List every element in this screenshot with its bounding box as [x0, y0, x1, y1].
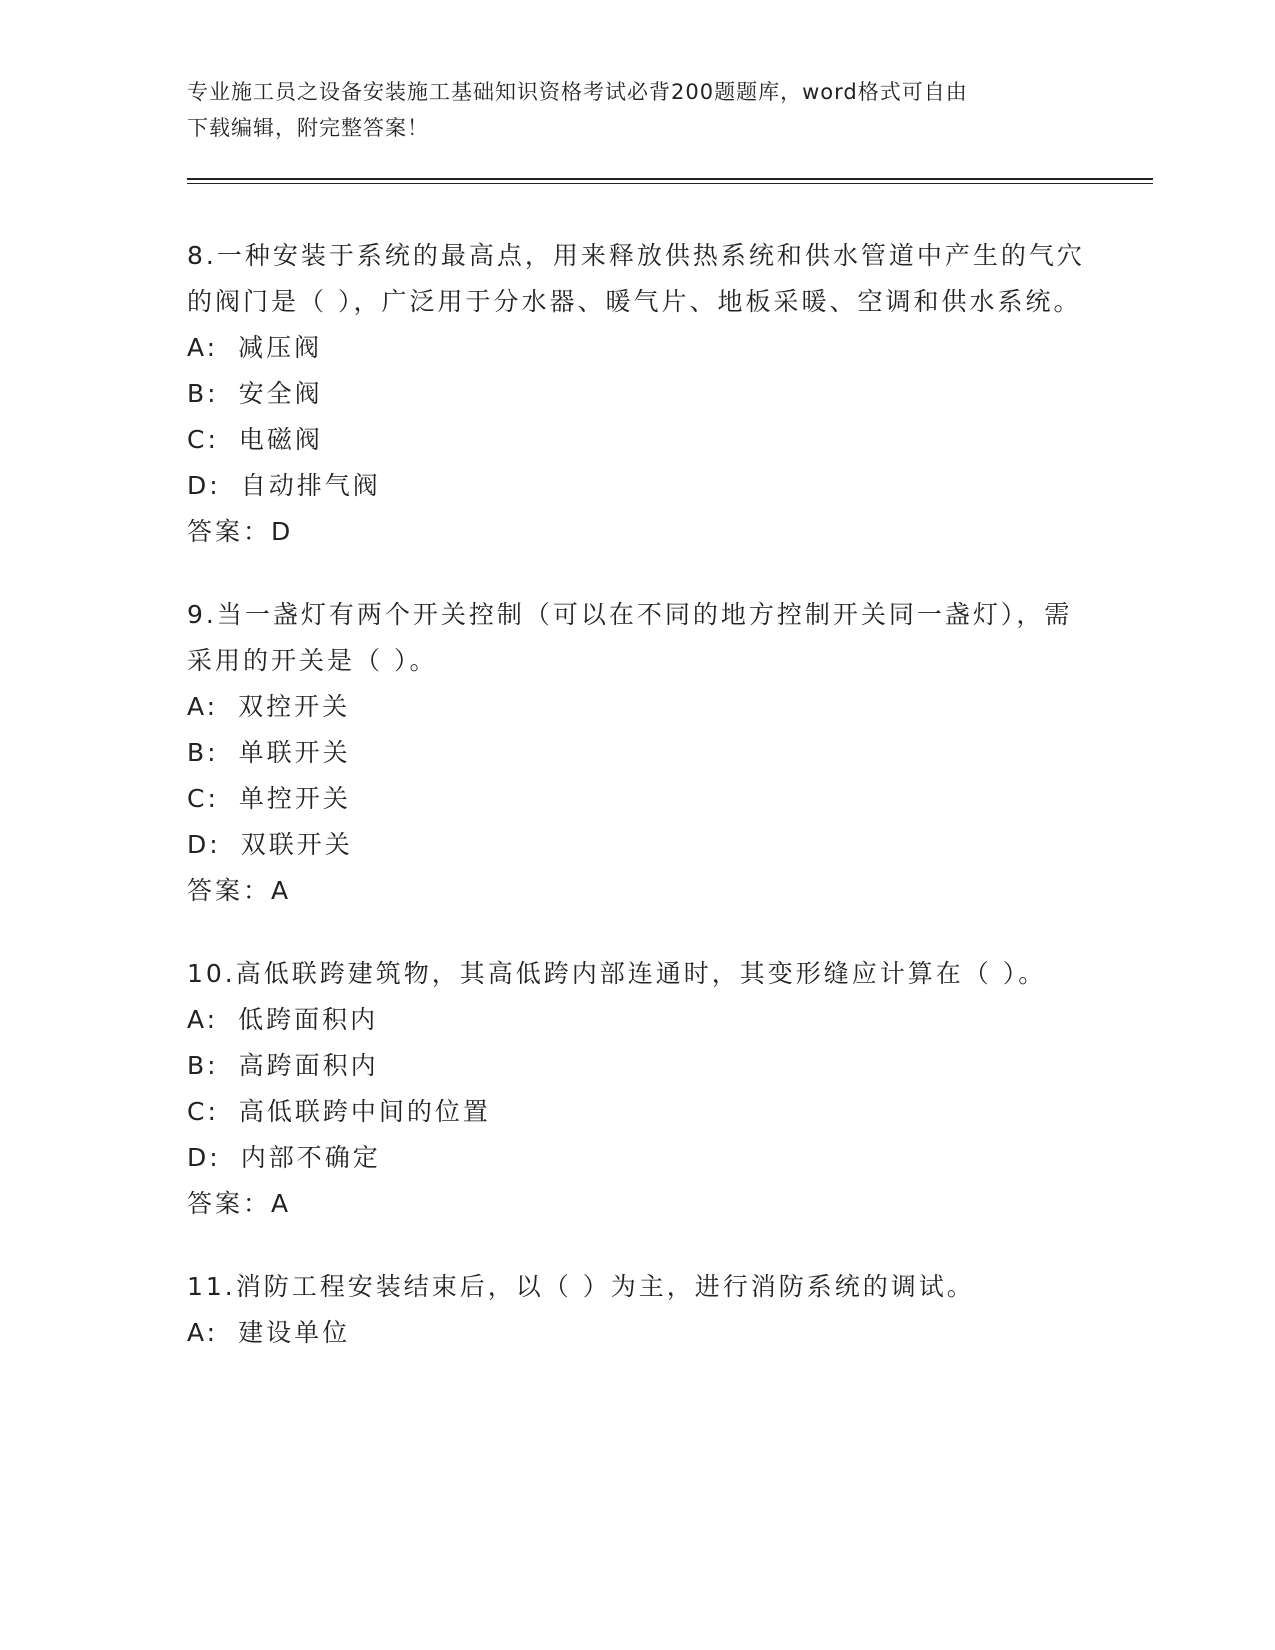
option-key: A:	[187, 1005, 219, 1034]
option-b	[187, 371, 1087, 417]
option-d	[187, 1135, 1087, 1181]
option-a	[187, 997, 1087, 1043]
option-text: 双联开关	[240, 830, 353, 859]
document-header	[187, 74, 1067, 146]
option-text: 单控开关	[238, 784, 351, 813]
header-divider-thin	[187, 183, 1153, 184]
option-text: 减压阀	[238, 333, 323, 362]
header-divider-thick	[187, 178, 1153, 180]
question-8	[187, 233, 1087, 555]
option-text: 内部不确定	[240, 1143, 381, 1172]
option-text: 低跨面积内	[238, 1005, 379, 1034]
question-text: 8.一种安装于系统的最高点，用来释放供热系统和供水管道中产生的气穴的阀门是（ ），广泛用于分水器、暖气片、地板采暖、空调和供水系统。	[187, 241, 1085, 316]
option-key: B:	[187, 738, 219, 767]
option-b	[187, 730, 1087, 776]
option-text: 高低联跨中间的位置	[238, 1097, 491, 1126]
option-a	[187, 684, 1087, 730]
option-key: B:	[187, 379, 219, 408]
option-key: A:	[187, 333, 219, 362]
question-11	[187, 1264, 1087, 1356]
option-c	[187, 417, 1087, 463]
option-d	[187, 463, 1087, 509]
header-line-2: 下载编辑，附完整答案！	[187, 116, 429, 140]
option-key: D:	[187, 1143, 221, 1172]
question-9	[187, 592, 1087, 914]
question-text: 10.高低联跨建筑物，其高低跨内部连通时，其变形缝应计算在（ ）。	[187, 959, 1047, 988]
option-text: 自动排气阀	[240, 471, 381, 500]
option-text: 双控开关	[238, 692, 351, 721]
answer-label: 答案：D	[187, 517, 294, 546]
question-list	[187, 233, 1087, 1393]
option-key: D:	[187, 471, 221, 500]
question-text: 11.消防工程安装结束后，以（ ）为主，进行消防系统的调试。	[187, 1272, 975, 1301]
option-text: 建设单位	[238, 1318, 351, 1347]
option-a	[187, 325, 1087, 371]
option-c	[187, 1089, 1087, 1135]
option-key: C:	[187, 1097, 219, 1126]
option-key: D:	[187, 830, 221, 859]
option-key: B:	[187, 1051, 219, 1080]
option-key: A:	[187, 1318, 219, 1347]
question-text: 9.当一盏灯有两个开关控制（可以在不同的地方控制开关同一盏灯），需采用的开关是（ ）。	[187, 600, 1073, 675]
answer-label: 答案：A	[187, 876, 292, 905]
option-key: C:	[187, 784, 219, 813]
answer-label: 答案：A	[187, 1189, 292, 1218]
option-d	[187, 822, 1087, 868]
option-text: 电磁阀	[238, 425, 323, 454]
option-a	[187, 1310, 1087, 1356]
option-b	[187, 1043, 1087, 1089]
option-text: 安全阀	[238, 379, 323, 408]
option-key: A:	[187, 692, 219, 721]
option-text: 高跨面积内	[238, 1051, 379, 1080]
header-line-1: 专业施工员之设备安装施工基础知识资格考试必背200题题库，word格式可自由	[187, 80, 968, 104]
option-c	[187, 776, 1087, 822]
option-key: C:	[187, 425, 219, 454]
option-text: 单联开关	[238, 738, 351, 767]
question-10	[187, 951, 1087, 1227]
